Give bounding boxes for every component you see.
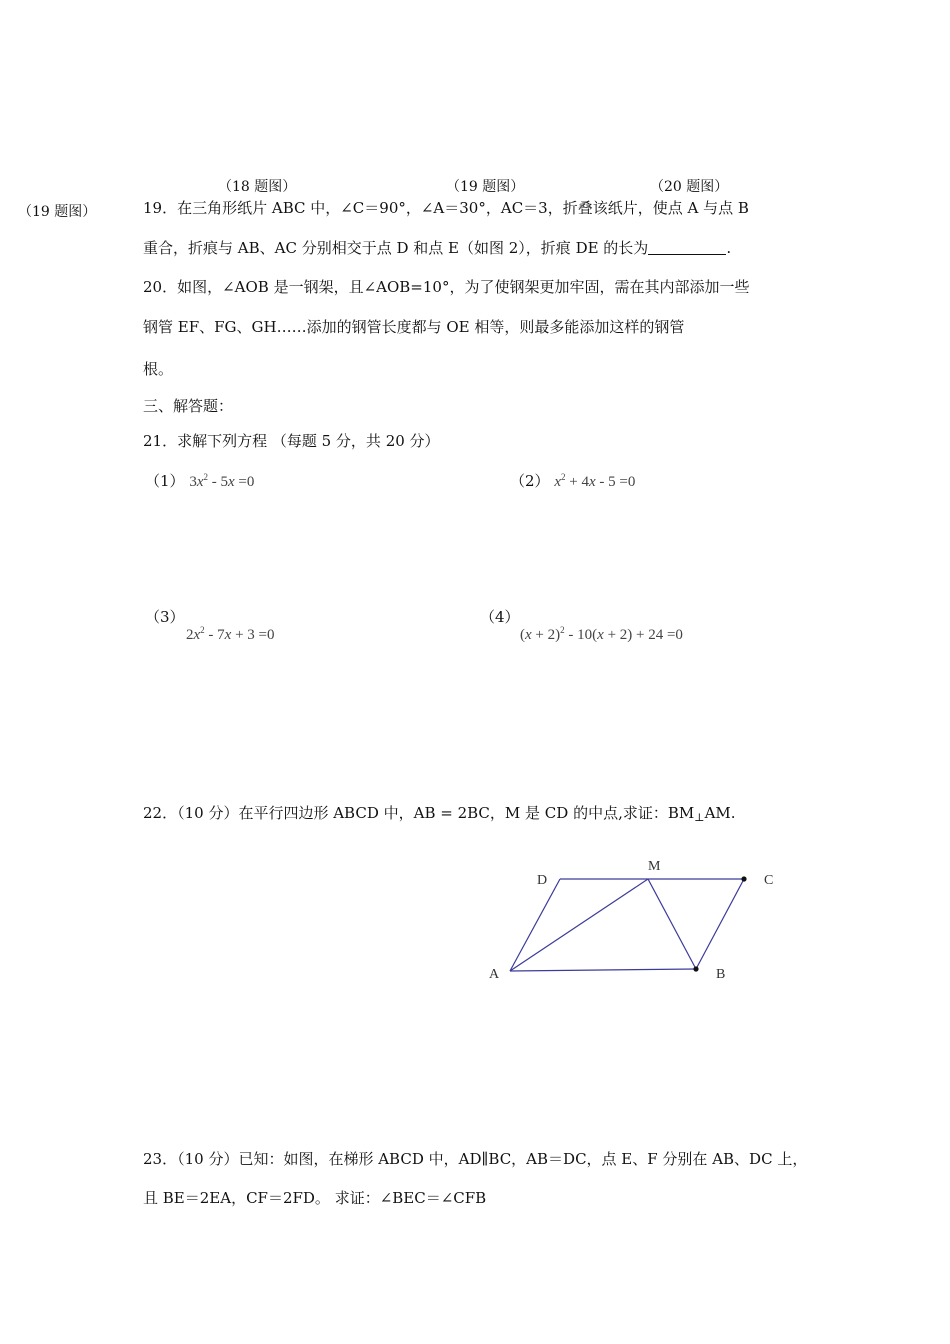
- parallelogram-figure: [480, 850, 800, 990]
- q21-part2-label: （2）: [510, 472, 550, 490]
- segment-bc: [696, 879, 744, 969]
- caption-fig20: （20 题图）: [650, 179, 729, 195]
- q20-line1: 20．如图，∠AOB 是一钢架，且∠AOB=10°，为了使钢架更加牢固，需在其内部添加一些: [143, 278, 750, 296]
- q20-line3: 根。: [143, 360, 174, 378]
- segment-da: [510, 879, 560, 971]
- segment-mb: [648, 879, 696, 969]
- q19-line2-end: .: [726, 239, 732, 257]
- q22-text-a: 22．（10 分）在平行四边形 ABCD 中，AB = 2BC，M 是 CD 的中点,求证：BM: [143, 804, 695, 822]
- q21-equation2: $x^2 + 4x - 5 =0$: [554, 472, 636, 490]
- q19-answer-blank: [648, 240, 726, 255]
- q21-part1: [145, 467, 254, 492]
- q20-line2-text: 钢管 EF、FG、GH……添加的钢管长度都与 OE 相等，则最多能添加这样的钢管: [143, 318, 685, 336]
- q21-part4-label: （4）: [480, 608, 520, 626]
- label-b: B: [716, 967, 726, 982]
- q21-part1-label: （1）: [145, 472, 185, 490]
- label-m: M: [648, 859, 661, 874]
- q19-line1: 19．在三角形纸片 ABC 中，∠C＝90°，∠A＝30°，AC＝3，折叠该纸片，使点 A 与点 B: [143, 199, 749, 217]
- side-caption-fig19: （19 题图）: [18, 204, 97, 220]
- label-d: D: [537, 873, 548, 888]
- caption-fig18: （18 题图）: [218, 179, 297, 195]
- label-c: C: [764, 873, 774, 888]
- q19-line2: [143, 238, 731, 258]
- point-b-dot: [693, 966, 698, 971]
- point-c-dot: [741, 876, 746, 881]
- q23-line1: 23．（10 分）已知：如图，在梯形 ABCD 中，AD∥BC，AB＝DC，点 E、F 分别在 AB、DC 上，: [143, 1150, 808, 1168]
- q20-line2: [143, 317, 744, 337]
- q22-text-b: AM.: [704, 804, 736, 822]
- caption-fig19: （19 题图）: [446, 179, 525, 195]
- q21-title: 21．求解下列方程 （每题 5 分，共 20 分）: [143, 432, 440, 450]
- q21-equation3: $2x^2 - 7x + 3 =0$: [186, 625, 275, 643]
- q21-equation1: $3x^2 - 5x =0$: [189, 472, 255, 490]
- segment-am: [510, 879, 648, 971]
- q19-line2-text: 重合，折痕与 AB、AC 分别相交于点 D 和点 E（如图 2），折痕 DE 的长为: [143, 239, 649, 257]
- figure-lines: [510, 879, 744, 971]
- segment-ab: [510, 969, 696, 971]
- label-a: A: [489, 967, 500, 982]
- section-heading: 三、解答题：: [143, 397, 234, 415]
- perpendicular-symbol: ⊥: [694, 811, 705, 824]
- q21-equation4: $(x + 2)^2 - 10(x + 2) + 24 =0$: [520, 625, 683, 643]
- q21-part3-label: （3）: [145, 608, 185, 626]
- q23-line2: 且 BE＝2EA，CF＝2FD。 求证：∠BEC＝∠CFB: [143, 1189, 487, 1207]
- q22-statement: [143, 803, 736, 828]
- q21-part2: [510, 467, 635, 492]
- q20-answer-gap: [684, 320, 744, 334]
